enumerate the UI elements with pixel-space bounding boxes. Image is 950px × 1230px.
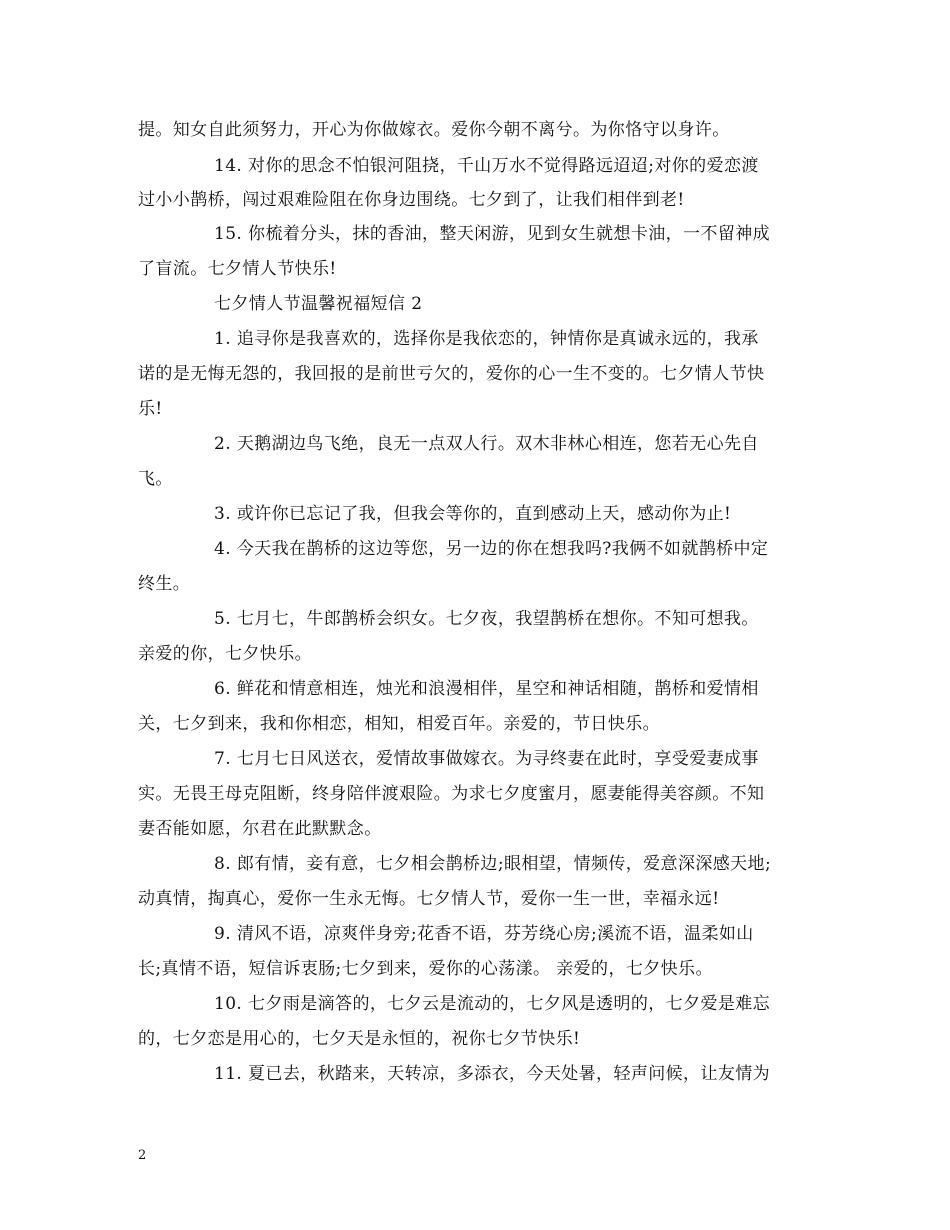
text-line: 14. 对你的思念不怕银河阻挠，千山万水不觉得路远迢迢;对你的爱恋渡 (214, 156, 759, 176)
text-line: 亲爱的你，七夕快乐。 (138, 644, 312, 664)
text-line: 了盲流。七夕情人节快乐! (138, 259, 337, 279)
text-line: 终生。 (138, 574, 191, 594)
text-line: 7. 七月七日风送衣，爱情故事做嫁衣。为寻终妻在此时，享受爱妻成事 (214, 749, 759, 769)
text-line: 关，七夕到来，我和你相恋，相知，相爱百年。亲爱的，节日快乐。 (138, 714, 660, 734)
text-line: 提。知女自此须努力，开心为你做嫁衣。爱你今朝不离兮。为你恪守以身许。 (138, 120, 730, 140)
text-line: 11. 夏已去，秋踏来，天转凉，多添衣，今天处暑，轻声问候，让友情为 (214, 1064, 771, 1084)
text-line: 1. 追寻你是我喜欢的，选择你是我依恋的，钟情你是真诚永远的，我承 (214, 329, 759, 349)
text-line: 3. 或许你已忘记了我，但我会等你的，直到感动上天，感动你为止! (214, 504, 732, 524)
text-line: 妻否能如愿，尔君在此默默念。 (138, 819, 382, 839)
page-number: 2 (138, 1148, 147, 1163)
text-line: 10. 七夕雨是滴答的，七夕云是流动的，七夕风是透明的，七夕爱是难忘 (214, 994, 771, 1014)
text-line: 长;真情不语，短信诉衷肠;七夕到来，爱你的心荡漾。 亲爱的，七夕快乐。 (138, 959, 713, 979)
text-line: 9. 清风不语，凉爽伴身旁;花香不语，芬芳绕心房;溪流不语，温柔如山 (214, 924, 754, 944)
text-line: 15. 你梳着分头，抹的香油，整天闲游，见到女生就想卡油，一不留神成 (214, 224, 771, 244)
text-line: 实。无畏王母克阻断，终身陪伴渡艰险。为求七夕度蜜月，愿妻能得美容颜。不知 (138, 784, 765, 804)
text-line: 5. 七月七，牛郎鹊桥会织女。七夕夜，我望鹊桥在想你。不知可想我。 (214, 609, 759, 629)
text-line: 诺的是无悔无怨的，我回报的是前世亏欠的，爱你的心一生不变的。七夕情人节快 (138, 364, 765, 384)
text-line: 的，七夕恋是用心的，七夕天是永恒的，祝你七夕节快乐! (138, 1029, 581, 1049)
section-heading: 七夕情人节温馨祝福短信 2 (214, 294, 423, 314)
text-line: 8. 郎有情，妾有意，七夕相会鹊桥边;眼相望，情频传，爱意深深感天地; (214, 854, 772, 874)
text-line: 6. 鲜花和情意相连，烛光和浪漫相伴，星空和神话相随，鹊桥和爱情相 (214, 679, 759, 699)
text-line: 过小小鹊桥，闯过艰难险阻在你身边围绕。七夕到了，让我们相伴到老! (138, 190, 685, 210)
text-line: 乐! (138, 399, 163, 419)
text-line: 动真情，掏真心，爱你一生永无悔。七夕情人节，爱你一生一世，幸福永远! (138, 889, 720, 909)
text-line: 4. 今天我在鹊桥的这边等您，另一边的你在想我吗?我俩不如就鹊桥中定 (214, 539, 769, 559)
text-line: 2. 天鹅湖边鸟飞绝，良无一点双人行。双木非林心相连，您若无心先自 (214, 434, 759, 454)
text-line: 飞。 (138, 469, 173, 489)
